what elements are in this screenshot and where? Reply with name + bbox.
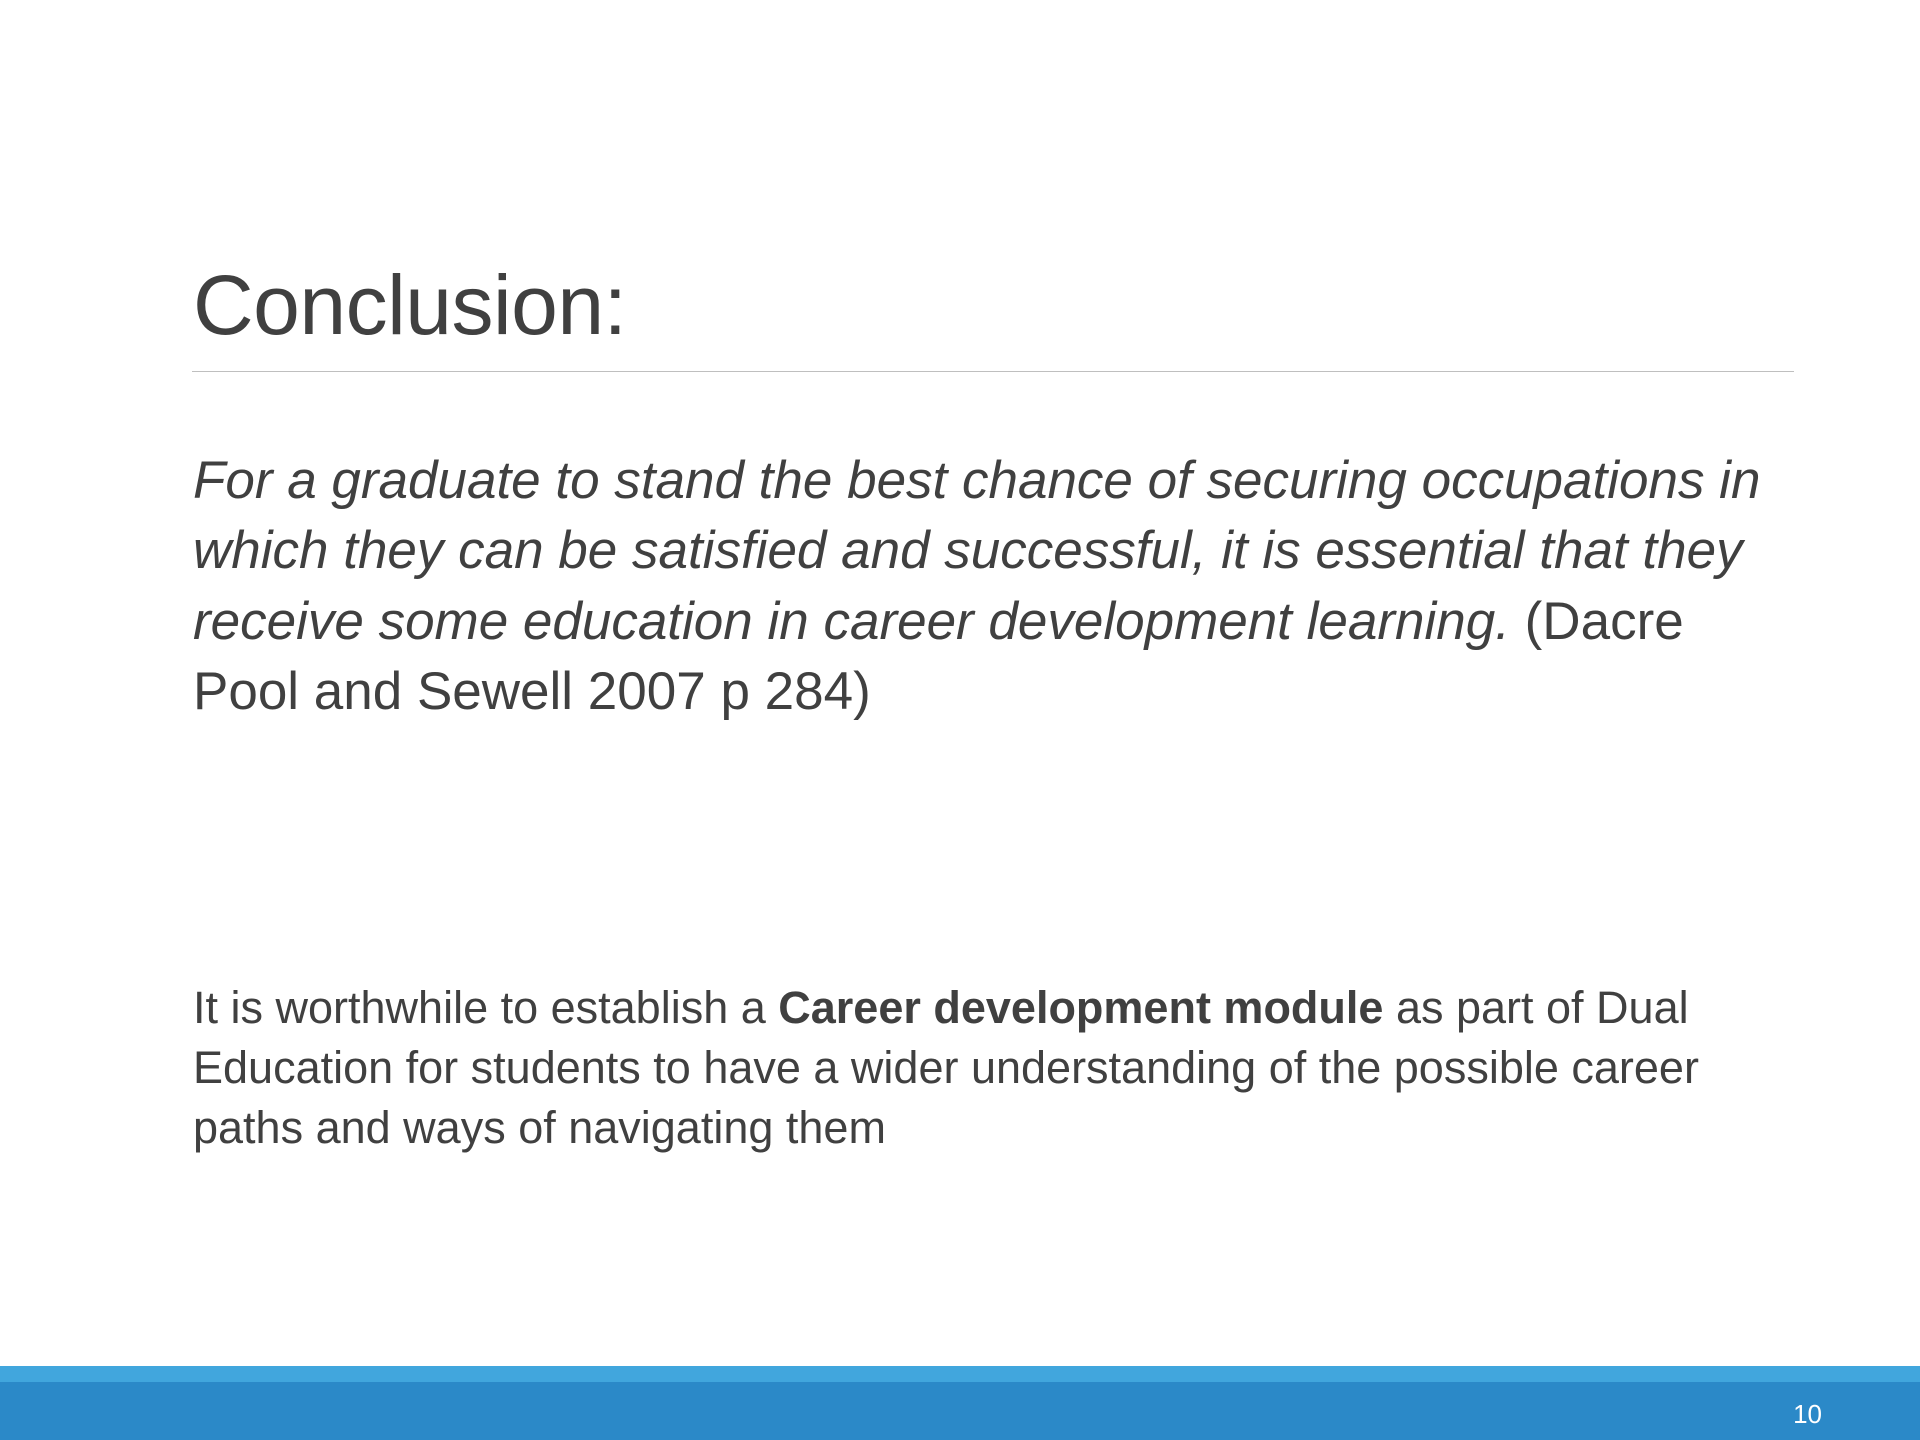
body-paragraph <box>193 978 1783 1158</box>
quotation-block <box>193 446 1783 728</box>
quotation-text: For a graduate to stand the best chance of securing occupations in which they can be satisfied and successful, it is essential that they receive some education in career development learning. <box>193 451 1761 651</box>
paragraph-emphasis: Career development module <box>778 981 1384 1033</box>
page-title: Conclusion: <box>193 258 627 353</box>
page-number: 10 <box>1793 1399 1822 1429</box>
body-spacer <box>193 781 1783 933</box>
footer-bar <box>0 1382 1920 1440</box>
quotation-citation: (Dacre Pool and Sewell 2007 p 284) <box>193 591 1684 722</box>
slide-body <box>193 393 1783 1202</box>
paragraph-lead: It is worthwhile to establish a <box>193 981 779 1033</box>
paragraph-tail: as part of Dual Education for students to have a wider understanding of the possible career paths and ways of navigating them <box>193 981 1699 1153</box>
footer-accent-stripe <box>0 1366 1920 1382</box>
title-divider <box>192 371 1794 372</box>
